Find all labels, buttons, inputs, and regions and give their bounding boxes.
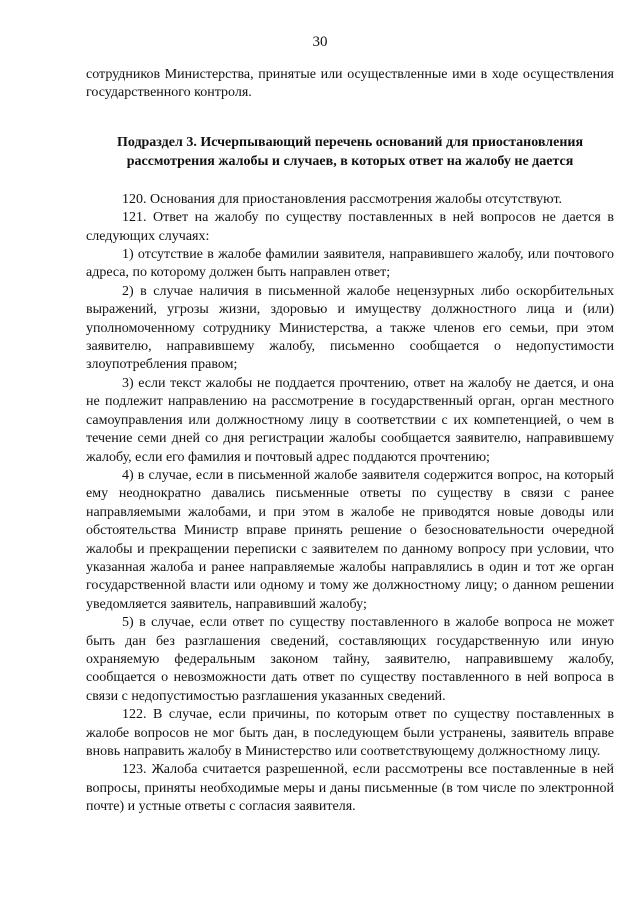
list-item-5: 5) в случае, если ответ по существу поставленного в жалобе вопроса не может быть дан без разглашения сведений, составляющих государственную или иную охраняемую федеральным законом тайну, заявителю, направившему жалобу, сообщается о невозможности дать ответ по существу поставленного в ней вопроса в связи с недопустимостью разглашения указанных сведений. <box>86 615 614 704</box>
document-body <box>86 66 614 817</box>
subsection-heading: Подраздел 3. Исчерпывающий перечень оснований для приостановления рассмотрения жалобы и случаев, в которых ответ на жалобу не дается <box>116 134 584 169</box>
page-number: 30 <box>312 34 328 50</box>
clause-122: 122. В случае, если причины, по которым ответ по существу поставленных в жалобе вопросов не мог быть дан, в последующем были устранены, заявитель вправе вновь направить жалобу в Министерство или соответствующему должностному лицу. <box>86 707 614 759</box>
clause-121: 121. Ответ на жалобу по существу поставленных в ней вопросов не дается в следующих случаях: <box>86 210 614 244</box>
list-item-1: 1) отсутствие в жалобе фамилии заявителя, направившего жалобу, или почтового адреса, по которому должен быть направлен ответ; <box>86 247 614 281</box>
clause-120: 120. Основания для приостановления рассмотрения жалобы отсутствуют. <box>122 191 563 207</box>
list-item-4: 4) в случае, если в письменной жалобе заявителя содержится вопрос, на который ему неоднократно давались письменные ответы по существу в связи с ранее направляемыми жалобами, и при этом в жалобе не приводятся новые доводы или обстоятельства Министр вправе принять решение о безосновательности очередной жалобы и прекращении переписки с заявителем по данному вопросу при условии, что указанная жалоба и ранее направляемые жалобы направлялись в один и тот же орган государственной власти или одному и тому же должностному лицу; о данном решении уведомляется заявитель, направивший жалобу; <box>86 467 614 612</box>
clause-123: 123. Жалоба считается разрешенной, если рассмотрены все поставленные в ней вопросы, приняты необходимые меры и даны письменные (в том числе по электронной почте) и устные ответы с согласия заявителя. <box>86 762 614 815</box>
intro-paragraph: сотрудников Министерства, принятые или осуществленные ими в ходе осуществления государственного контроля. <box>86 67 614 101</box>
list-item-2: 2) в случае наличия в письменной жалобе нецензурных либо оскорбительных выражений, угрозы жизни, здоровью и имуществу должностного лица и (или) уполномоченному сотруднику Министерства, а также членов его семьи, при этом заявителю, направившему жалобу, письменно сообщается о недопустимости злоупотребления правом; <box>86 283 614 373</box>
list-item-3: 3) если текст жалобы не поддается прочтению, ответ на жалобу не дается, и она не подлежит направлению на рассмотрение в государственный орган, орган местного самоуправления или должностному лицу в соответствии с их компетенцией, о чем в течение семи дней со дня регистрации жалобы сообщается заявителю, направившему жалобу, если его фамилия и почтовый адрес поддаются прочтению; <box>86 375 614 465</box>
